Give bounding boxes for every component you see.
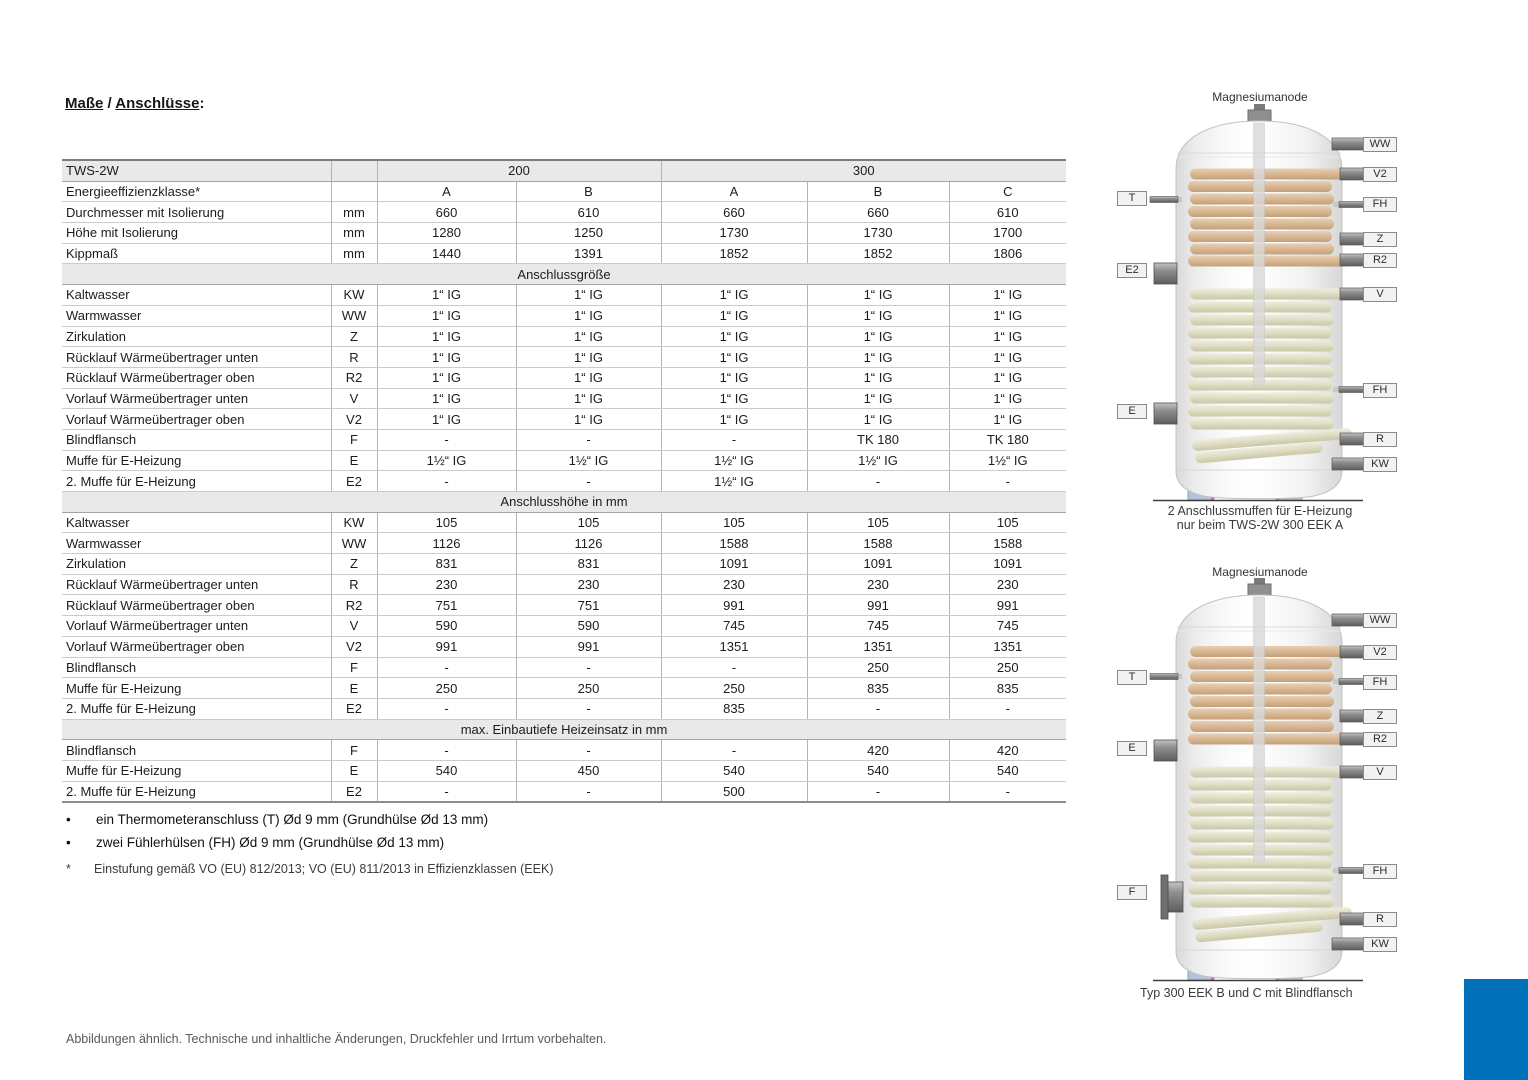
spec-value: - [807,698,949,719]
tank-top-caption [1155,504,1365,532]
spec-value: 1“ IG [807,285,949,306]
row-label: Kippmaß [62,243,331,264]
port-label-v2: V2 [1363,645,1397,660]
spec-value: 1“ IG [949,367,1066,388]
row-code: Z [331,554,377,575]
spec-value: 835 [807,678,949,699]
spec-value: 745 [661,616,807,637]
spec-value: 230 [377,574,516,595]
table-header-row [62,160,1066,181]
spec-row [62,347,1066,368]
spec-value: - [516,657,661,678]
row-code: E [331,678,377,699]
row-label: Energieeffizienzklasse* [62,181,331,202]
spec-value: 1“ IG [377,388,516,409]
row-label: Höhe mit Isolierung [62,223,331,244]
spec-value: 105 [949,512,1066,533]
spec-value: 1“ IG [661,285,807,306]
row-code: R2 [331,367,377,388]
anode-rod [1254,597,1265,862]
row-label: Kaltwasser [62,285,331,306]
section-header: max. Einbautiefe Heizeinsatz in mm [62,719,1066,740]
group-header-200: 200 [377,160,661,181]
spec-value: 1“ IG [516,367,661,388]
spec-row [62,305,1066,326]
spec-value: 1“ IG [516,409,661,430]
spec-value: 1“ IG [377,347,516,368]
eek-value: A [377,181,516,202]
port-label-ww: WW [1363,613,1397,628]
spec-row [62,636,1066,657]
row-code: F [331,740,377,761]
spec-value: 991 [661,595,807,616]
spec-value: 1“ IG [377,285,516,306]
port-label-fh-upper: FH [1363,197,1397,212]
section-header: Anschlussgröße [62,264,1066,285]
row-label: 2. Muffe für E-Heizung [62,471,331,492]
spec-value: 1091 [949,554,1066,575]
dimension-row [62,223,1066,244]
spec-value: 1091 [661,554,807,575]
spec-value: 1½“ IG [377,450,516,471]
tank-diagram-bottom [1100,560,1520,1030]
footer-disclaimer: Abbildungen ähnlich. Technische und inhaltliche Änderungen, Druckfehler und Irrtum vorbehalten. [66,1032,607,1046]
spec-value: 420 [807,740,949,761]
spec-value: 1“ IG [377,409,516,430]
spec-row [62,595,1066,616]
spec-value: 1“ IG [949,388,1066,409]
spec-value: 1½“ IG [807,450,949,471]
title-separator: / [103,95,116,112]
spec-value: 420 [949,740,1066,761]
spec-value: 1“ IG [949,305,1066,326]
port-label-z: Z [1363,709,1397,724]
spec-value: 450 [516,760,661,781]
spec-value: TK 180 [807,429,949,450]
port-label-e: E [1117,741,1147,756]
row-label: Kaltwasser [62,512,331,533]
row-code: KW [331,285,377,306]
spec-value: 745 [807,616,949,637]
row-label: Durchmesser mit Isolierung [62,202,331,223]
spec-value: 250 [516,678,661,699]
spec-row [62,740,1066,761]
port-label-z: Z [1363,232,1397,247]
dimension-value: 1730 [661,223,807,244]
anode-label: Magnesiumanode [1212,90,1308,104]
table-cell [331,181,377,202]
spec-value: 1126 [377,533,516,554]
spec-row [62,471,1066,492]
footnote-marker: * [66,862,71,876]
dimension-value: 610 [516,202,661,223]
row-label: Zirkulation [62,554,331,575]
spec-value: 1“ IG [949,326,1066,347]
row-label: 2. Muffe für E-Heizung [62,781,331,802]
spec-value: 1“ IG [377,326,516,347]
row-code: E [331,450,377,471]
dimension-value: 660 [377,202,516,223]
spec-value: 1588 [661,533,807,554]
spec-value: TK 180 [949,429,1066,450]
dimension-value: 1280 [377,223,516,244]
row-label: Muffe für E-Heizung [62,760,331,781]
spec-value: - [377,781,516,802]
spec-value: 1588 [949,533,1066,554]
spec-row [62,533,1066,554]
dimension-value: 1806 [949,243,1066,264]
port-label-ww: WW [1363,137,1397,152]
row-label: Warmwasser [62,533,331,554]
spec-value: 1“ IG [949,347,1066,368]
section-header-row [62,492,1066,513]
port-label-v2: V2 [1363,167,1397,182]
spec-value: 540 [377,760,516,781]
spec-value: 230 [516,574,661,595]
port-label-fh-upper: FH [1363,675,1397,690]
row-label: Vorlauf Wärmeübertrager unten [62,388,331,409]
spec-value: 1“ IG [661,367,807,388]
spec-row [62,367,1066,388]
spec-value: - [516,429,661,450]
bullet-icon: • [66,835,71,850]
row-code: V [331,616,377,637]
row-label: Muffe für E-Heizung [62,678,331,699]
footnote-text: Einstufung gemäß VO (EU) 812/2013; VO (EU) 811/2013 in Effizienzklassen (EEK) [94,862,554,876]
spec-value: 1“ IG [661,388,807,409]
port-label-r: R [1363,912,1397,927]
spec-value: 831 [516,554,661,575]
row-label: Warmwasser [62,305,331,326]
spec-row [62,512,1066,533]
spec-value: 105 [516,512,661,533]
page-title [65,95,205,112]
spec-row [62,285,1066,306]
spec-value: 590 [377,616,516,637]
spec-value: 1“ IG [807,367,949,388]
spec-row [62,450,1066,471]
port-label-r2: R2 [1363,253,1397,268]
spec-value: 105 [661,512,807,533]
spec-value: 250 [377,678,516,699]
spec-value: 1½“ IG [949,450,1066,471]
spec-value: 1588 [807,533,949,554]
spec-value: 1“ IG [516,326,661,347]
row-label: 2. Muffe für E-Heizung [62,698,331,719]
spec-value: 1½“ IG [516,450,661,471]
row-code: E2 [331,471,377,492]
spec-table [62,159,1066,803]
dimension-value: 1730 [807,223,949,244]
spec-row [62,616,1066,637]
note-item [66,835,488,850]
row-unit: mm [331,223,377,244]
row-code: V2 [331,409,377,430]
dimension-value: 1700 [949,223,1066,244]
spec-row [62,657,1066,678]
note-text: zwei Fühlerhülsen (FH) Ød 9 mm (Grundhülse Ød 13 mm) [96,835,445,850]
row-label: Zirkulation [62,326,331,347]
spec-row [62,678,1066,699]
spec-value: 1“ IG [516,388,661,409]
spec-value: - [377,657,516,678]
row-code: E2 [331,698,377,719]
dimension-value: 610 [949,202,1066,223]
port-label-r2: R2 [1363,732,1397,747]
tank-illustration [1100,560,1520,1030]
port-label-f: F [1117,885,1147,900]
dimension-value: 1440 [377,243,516,264]
spec-value: 230 [807,574,949,595]
spec-value: - [377,471,516,492]
spec-value: 250 [949,657,1066,678]
row-code: E2 [331,781,377,802]
caption-line-2: nur beim TWS-2W 300 EEK A [1176,518,1344,532]
spec-table-body [62,160,1066,802]
port-label-kw: KW [1363,937,1397,952]
port-label-t: T [1117,670,1147,685]
spec-value: 1“ IG [807,409,949,430]
spec-value: 1126 [516,533,661,554]
dimension-value: 1852 [661,243,807,264]
port-label-fh-lower: FH [1363,864,1397,879]
note-text: ein Thermometeranschluss (T) Ød 9 mm (Grundhülse Ød 13 mm) [96,812,489,827]
group-header-300: 300 [661,160,1066,181]
spec-value: - [807,781,949,802]
notes-list [66,812,488,858]
spec-value: 230 [949,574,1066,595]
row-code: F [331,429,377,450]
spec-value: 540 [661,760,807,781]
spec-value: 590 [516,616,661,637]
row-code: R [331,574,377,595]
spec-value: - [516,781,661,802]
spec-value: 1“ IG [661,347,807,368]
note-item [66,812,488,827]
row-code: R2 [331,595,377,616]
spec-value: 835 [661,698,807,719]
title-word-anschluesse: Anschlüsse [115,95,200,112]
port-label-r: R [1363,432,1397,447]
spec-value: 991 [807,595,949,616]
row-code: E [331,760,377,781]
dimension-value: 660 [807,202,949,223]
port-label-v: V [1363,765,1397,780]
row-unit: mm [331,202,377,223]
row-code: KW [331,512,377,533]
port-label-e2: E2 [1117,263,1147,278]
row-label: Blindflansch [62,657,331,678]
port-label-v: V [1363,287,1397,302]
spec-value: 1“ IG [949,285,1066,306]
tank-illustration [1100,85,1520,555]
spec-value: 991 [516,636,661,657]
spec-value: - [516,740,661,761]
spec-value: 250 [807,657,949,678]
spec-value: 751 [516,595,661,616]
spec-value: - [949,781,1066,802]
dimension-row [62,202,1066,223]
spec-row [62,409,1066,430]
spec-value: - [377,740,516,761]
section-header-row [62,719,1066,740]
bullet-icon: • [66,812,71,827]
row-label: Blindflansch [62,740,331,761]
spec-row [62,760,1066,781]
spec-value: 1“ IG [661,305,807,326]
tank-diagram-top [1100,85,1520,555]
row-code: V [331,388,377,409]
spec-value: 540 [949,760,1066,781]
dimension-value: 660 [661,202,807,223]
spec-value: 1091 [807,554,949,575]
spec-value: 745 [949,616,1066,637]
spec-value: 1“ IG [377,305,516,326]
spec-value: - [661,740,807,761]
row-code: Z [331,326,377,347]
row-label: Rücklauf Wärmeübertrager unten [62,347,331,368]
spec-row [62,698,1066,719]
row-code: V2 [331,636,377,657]
spec-value: 250 [661,678,807,699]
tank-bottom-caption: Typ 300 EEK B und C mit Blindflansch [1140,986,1353,1000]
spec-value: - [661,429,807,450]
spec-value: 1“ IG [807,305,949,326]
spec-value: 1“ IG [807,347,949,368]
row-label: Blindflansch [62,429,331,450]
spec-value: 1351 [807,636,949,657]
spec-value: 1“ IG [807,388,949,409]
row-label: Vorlauf Wärmeübertrager unten [62,616,331,637]
row-code: WW [331,533,377,554]
port-label-fh-lower: FH [1363,383,1397,398]
spec-value: - [949,471,1066,492]
spec-value: 751 [377,595,516,616]
eek-value: B [807,181,949,202]
dimension-value: 1852 [807,243,949,264]
spec-row [62,554,1066,575]
section-header: Anschlusshöhe in mm [62,492,1066,513]
footnote [66,862,554,876]
spec-value: 1“ IG [516,305,661,326]
row-label: Vorlauf Wärmeübertrager oben [62,636,331,657]
dimension-value: 1391 [516,243,661,264]
caption-line-1: 2 Anschlussmuffen für E-Heizung [1167,504,1353,518]
row-label: Rücklauf Wärmeübertrager oben [62,367,331,388]
spec-value: 1“ IG [516,347,661,368]
row-label: Rücklauf Wärmeübertrager unten [62,574,331,595]
title-word-masse: Maße [65,95,104,112]
row-code: R [331,347,377,368]
spec-value: 540 [807,760,949,781]
port-label-kw: KW [1363,457,1397,472]
spec-value: 1½“ IG [661,450,807,471]
spec-value: - [516,698,661,719]
spec-row [62,326,1066,347]
spec-row [62,781,1066,802]
spec-value: - [661,657,807,678]
row-label: Vorlauf Wärmeübertrager oben [62,409,331,430]
spec-value: 1½“ IG [661,471,807,492]
model-name: TWS-2W [62,160,331,181]
spec-value: 1“ IG [516,285,661,306]
spec-value: - [807,471,949,492]
eek-value: C [949,181,1066,202]
row-unit: mm [331,243,377,264]
port-label-t: T [1117,191,1147,206]
row-code: WW [331,305,377,326]
eek-value: B [516,181,661,202]
table-cell [331,160,377,181]
spec-value: 500 [661,781,807,802]
spec-row [62,388,1066,409]
dimension-value: 1250 [516,223,661,244]
spec-value: - [377,698,516,719]
spec-value: 991 [949,595,1066,616]
dimension-row [62,243,1066,264]
spec-value: 230 [661,574,807,595]
spec-value: 1“ IG [949,409,1066,430]
spec-row [62,429,1066,450]
spec-value: 1“ IG [661,409,807,430]
spec-value: 991 [377,636,516,657]
port-label-e: E [1117,404,1147,419]
spec-value: 105 [377,512,516,533]
spec-value: 1“ IG [661,326,807,347]
anode-rod [1254,123,1265,385]
spec-value: 105 [807,512,949,533]
spec-row [62,574,1066,595]
spec-value: 1351 [949,636,1066,657]
row-label: Muffe für E-Heizung [62,450,331,471]
title-colon: : [199,95,205,112]
spec-value: 835 [949,678,1066,699]
spec-value: - [949,698,1066,719]
row-code: F [331,657,377,678]
eek-row [62,181,1066,202]
spec-value: 831 [377,554,516,575]
spec-value: - [516,471,661,492]
spec-value: - [377,429,516,450]
spec-value: 1“ IG [807,326,949,347]
row-label: Rücklauf Wärmeübertrager oben [62,595,331,616]
section-header-row [62,264,1066,285]
spec-value: 1351 [661,636,807,657]
anode-label: Magnesiumanode [1212,565,1308,579]
spec-value: 1“ IG [377,367,516,388]
eek-value: A [661,181,807,202]
